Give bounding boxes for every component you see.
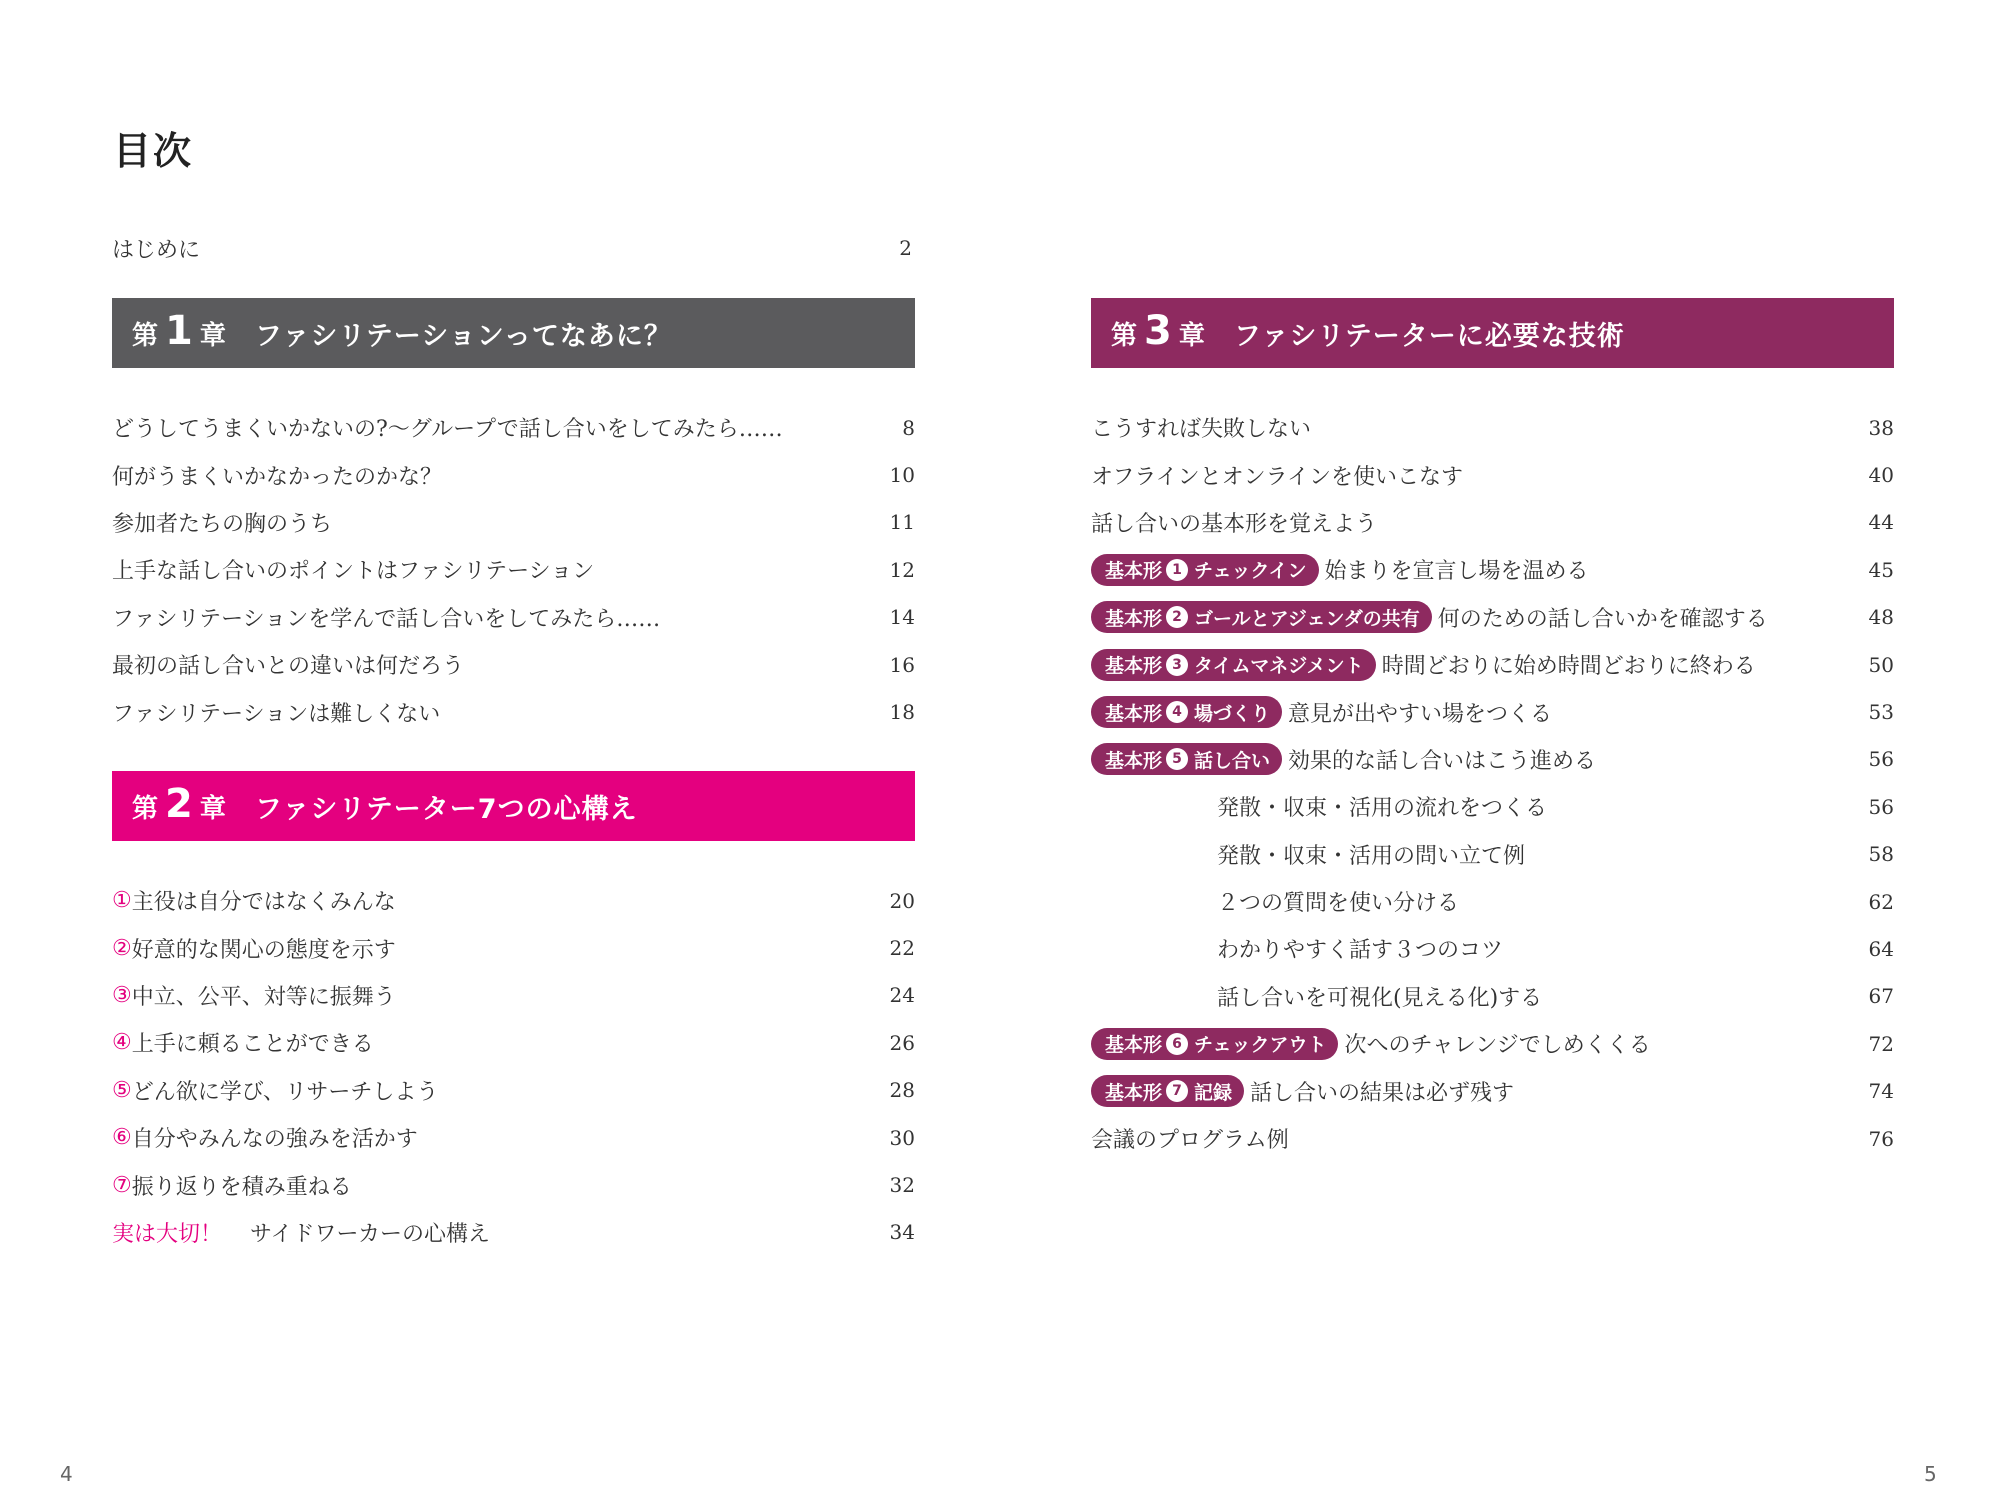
entry-label: 時間どおりに始め時間どおりに終わる — [1381, 654, 1756, 680]
badge-label: 記録 — [1194, 1081, 1233, 1104]
entry-page: 58 — [1868, 842, 1894, 867]
toc-entry-badged[interactable] — [1091, 1020, 1894, 1067]
entry-label: わかりやすく話す３つのコツ — [1217, 938, 1504, 964]
toc-entry[interactable] — [112, 1161, 915, 1208]
entry-page: 76 — [1868, 1126, 1894, 1151]
entry-page: 16 — [889, 652, 915, 677]
badge-label: チェックアウト — [1194, 1034, 1327, 1057]
number-mark: ③ — [112, 982, 132, 1008]
badge-number: 5 — [1166, 748, 1188, 770]
entry-label: 話し合いの結果は必ず残す — [1250, 1080, 1515, 1106]
toc-sub-entry[interactable] — [1091, 878, 1894, 925]
entry-page: 20 — [889, 888, 915, 913]
number-mark: ④ — [112, 1030, 132, 1056]
badge-prefix: 基本形 — [1105, 1081, 1163, 1104]
entry-label: 意見が出やすい場をつくる — [1288, 701, 1553, 727]
toc-sub-entry[interactable] — [1091, 973, 1894, 1020]
intro-label: はじめに — [112, 237, 201, 263]
entry-page: 32 — [889, 1173, 915, 1198]
toc-entry[interactable] — [112, 1114, 915, 1161]
number-mark: ⑥ — [112, 1125, 132, 1151]
entry-label: こうすれば失敗しない — [1091, 417, 1312, 443]
toc-entry-badged[interactable] — [1091, 594, 1894, 641]
entry-label: 始まりを宣言し場を温める — [1324, 559, 1589, 585]
entry-page: 11 — [889, 510, 915, 535]
number-mark: ⑦ — [112, 1172, 132, 1198]
chapter1-suffix: 章 — [199, 320, 227, 351]
chapter2-prefix: 第 — [132, 793, 160, 824]
entry-page: 28 — [889, 1078, 915, 1103]
entry-label: どうしてうまくいかないの?〜グループで話し合いをしてみたら…… — [112, 417, 783, 443]
toc-entry[interactable] — [112, 451, 915, 498]
chapter1-list — [112, 404, 915, 736]
toc-entry[interactable] — [1091, 1115, 1894, 1162]
intro-entry[interactable] — [112, 224, 912, 272]
entry-label: 最初の話し合いとの違いは何だろう — [112, 654, 465, 680]
entry-label: オフラインとオンラインを使いこなす — [1091, 464, 1464, 490]
chapter2-suffix: 章 — [199, 793, 227, 824]
entry-page: 8 — [902, 415, 915, 440]
chapter1-number: 1 — [165, 308, 194, 354]
entry-page: 40 — [1868, 463, 1894, 488]
entry-label: 話し合いの基本形を覚えよう — [1091, 511, 1378, 537]
chapter3-banner[interactable] — [1091, 298, 1894, 368]
entry-label: 効果的な話し合いはこう進める — [1288, 748, 1597, 774]
highlight-label: 実は大切！ — [112, 1221, 223, 1247]
toc-sub-entry[interactable] — [1091, 831, 1894, 878]
badge-prefix: 基本形 — [1105, 560, 1163, 583]
toc-entry[interactable] — [112, 546, 915, 593]
toc-entry-badged[interactable] — [1091, 546, 1894, 593]
chapter3-list — [1091, 404, 1894, 1162]
entry-page: 18 — [889, 700, 915, 725]
entry-page: 62 — [1868, 889, 1894, 914]
entry-page: 12 — [889, 557, 915, 582]
entry-label: 話し合いを可視化(見える化)する — [1217, 985, 1543, 1011]
entry-label: ２つの質問を使い分ける — [1217, 891, 1460, 917]
badge-prefix: 基本形 — [1105, 702, 1163, 725]
number-mark: ⑤ — [112, 1077, 132, 1103]
toc-title: 目次 — [113, 129, 194, 173]
toc-entry-badged[interactable] — [1091, 688, 1894, 735]
entry-label: どん欲に学び、リサーチしよう — [131, 1079, 439, 1105]
badge-label: 場づくり — [1194, 702, 1271, 725]
badge-number: 3 — [1166, 654, 1188, 676]
entry-page: 67 — [1868, 984, 1894, 1009]
badge-prefix: 基本形 — [1105, 749, 1163, 772]
entry-label: サイドワーカーの心構え — [250, 1221, 491, 1247]
badge-prefix: 基本形 — [1105, 607, 1163, 630]
toc-entry-badged[interactable] — [1091, 736, 1894, 783]
entry-label: 上手に頼ることができる — [131, 1032, 374, 1058]
badge-label: タイムマネジメント — [1194, 655, 1364, 678]
entry-label: 中立、公平、対等に振舞う — [131, 984, 396, 1010]
chapter3-prefix: 第 — [1111, 320, 1139, 351]
entry-page: 38 — [1868, 415, 1894, 440]
entry-page: 56 — [1868, 747, 1894, 772]
badge-number: 6 — [1166, 1033, 1188, 1055]
chapter1-title: ファシリテーションってなあに？ — [254, 320, 672, 352]
entry-label: 参加者たちの胸のうち — [112, 511, 333, 537]
entry-page: 50 — [1868, 652, 1894, 677]
toc-entry[interactable] — [112, 404, 915, 451]
entry-label: 次へのチャレンジでしめくくる — [1344, 1033, 1651, 1059]
page-number-left: 4 — [60, 1462, 73, 1486]
entry-page: 26 — [889, 1030, 915, 1055]
toc-entry[interactable] — [112, 1019, 915, 1066]
entry-label: 自分やみんなの強みを活かす — [131, 1127, 418, 1153]
basic-form-badge — [1091, 601, 1432, 633]
chapter1-prefix: 第 — [132, 320, 160, 351]
entry-label: 上手な話し合いのポイントはファシリテーション — [112, 559, 595, 585]
badge-number: 2 — [1166, 606, 1188, 628]
entry-label: 会議のプログラム例 — [1091, 1128, 1289, 1154]
chapter2-banner[interactable] — [112, 771, 915, 841]
entry-label: 好意的な関心の態度を示す — [131, 937, 396, 963]
entry-page: 48 — [1868, 605, 1894, 630]
number-mark: ① — [112, 888, 132, 914]
entry-page: 45 — [1868, 557, 1894, 582]
entry-label: ファシリテーションは難しくない — [112, 701, 441, 727]
entry-page: 30 — [889, 1125, 915, 1150]
basic-form-badge — [1091, 1075, 1244, 1107]
toc-entry-badged[interactable] — [1091, 1067, 1894, 1114]
entry-label: 発散・収束・活用の問い立て例 — [1217, 843, 1526, 869]
intro-page: 2 — [899, 236, 912, 260]
badge-label: 話し合い — [1194, 749, 1271, 772]
entry-page: 44 — [1868, 510, 1894, 535]
toc-sub-entry[interactable] — [1091, 925, 1894, 972]
basic-form-badge — [1091, 696, 1282, 728]
badge-prefix: 基本形 — [1105, 655, 1163, 678]
badge-number: 7 — [1166, 1080, 1188, 1102]
chapter3-suffix: 章 — [1178, 320, 1206, 351]
toc-entry[interactable] — [1091, 499, 1894, 546]
entry-label: 主役は自分ではなくみんな — [131, 890, 396, 916]
toc-entry[interactable] — [112, 641, 915, 688]
badge-number: 1 — [1166, 559, 1188, 581]
toc-entry-badged[interactable] — [1091, 641, 1894, 688]
chapter3-number: 3 — [1144, 308, 1173, 354]
toc-sub-entry[interactable] — [1091, 783, 1894, 830]
badge-label: チェックイン — [1194, 560, 1307, 583]
entry-label: ファシリテーションを学んで話し合いをしてみたら…… — [112, 606, 661, 632]
toc-entry[interactable] — [112, 688, 915, 735]
badge-label: ゴールとアジェンダの共有 — [1194, 607, 1420, 630]
entry-page: 74 — [1868, 1079, 1894, 1104]
entry-page: 14 — [889, 605, 915, 630]
entry-label: 何がうまくいかなかったのかな？ — [112, 464, 443, 490]
entry-label: 何のための話し合いかを確認する — [1437, 606, 1768, 632]
toc-entry[interactable] — [112, 924, 915, 971]
toc-entry[interactable] — [1091, 404, 1894, 451]
chapter2-title: ファシリテーター7つの心構え — [254, 793, 638, 825]
entry-page: 22 — [889, 936, 915, 961]
chapter2-number: 2 — [165, 781, 194, 827]
toc-entry[interactable] — [1091, 451, 1894, 498]
entry-page: 72 — [1868, 1031, 1894, 1056]
entry-label: 振り返りを積み重ねる — [131, 1174, 352, 1200]
entry-page: 34 — [889, 1220, 915, 1245]
entry-page: 56 — [1868, 794, 1894, 819]
badge-number: 4 — [1166, 701, 1188, 723]
page-number-right: 5 — [1924, 1462, 1937, 1486]
toc-entry[interactable] — [112, 594, 915, 641]
basic-form-badge — [1091, 554, 1319, 586]
chapter3-title: ファシリテーターに必要な技術 — [1233, 320, 1625, 352]
basic-form-badge — [1091, 1028, 1338, 1060]
entry-label: 発散・収束・活用の流れをつくる — [1217, 796, 1548, 822]
chapter2-list — [112, 877, 915, 1256]
entry-page: 53 — [1868, 700, 1894, 725]
toc-entry[interactable] — [112, 499, 915, 546]
entry-page: 10 — [889, 463, 915, 488]
badge-prefix: 基本形 — [1105, 1034, 1163, 1057]
toc-entry[interactable] — [112, 972, 915, 1019]
entry-page: 64 — [1868, 936, 1894, 961]
number-mark: ② — [112, 935, 132, 961]
toc-entry-side-worker[interactable] — [112, 1209, 915, 1256]
toc-entry[interactable] — [112, 1067, 915, 1114]
toc-entry[interactable] — [112, 877, 915, 924]
basic-form-badge — [1091, 649, 1376, 681]
entry-page: 24 — [889, 983, 915, 1008]
chapter1-banner[interactable] — [112, 298, 915, 368]
basic-form-badge — [1091, 743, 1282, 775]
